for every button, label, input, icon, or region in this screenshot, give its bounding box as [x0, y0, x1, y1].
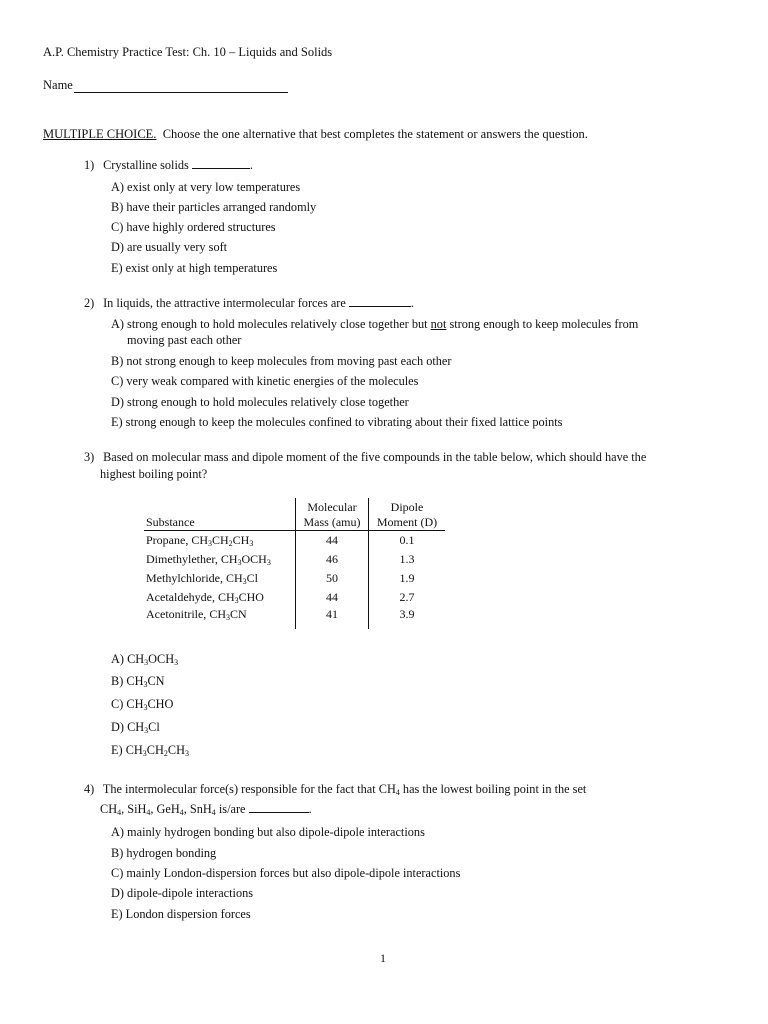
question-4-option-e[interactable]: E) London dispersion forces	[111, 907, 251, 921]
question-3-option-e[interactable]: E) $CH_3CH_2CH_3$	[111, 743, 189, 758]
name-label: Name	[43, 78, 73, 92]
question-2-stem: 2) In liquids, the attractive intermolecular forces are .	[84, 296, 414, 310]
question-4-option-c[interactable]: C) mainly London-dispersion forces but also dipole-dipole interactions	[111, 866, 461, 880]
mass-cell: 44	[296, 588, 369, 607]
question-1-option-b[interactable]: B) have their particles arranged randomly	[111, 200, 317, 214]
question-3-option-d[interactable]: D) $CH_3Cl$	[111, 720, 160, 735]
question-1-option-e[interactable]: E) exist only at high temperatures	[111, 261, 278, 275]
question-4-stem-continued: $CH_4$, SiH$_4$, GeH$_4$, SnH$_4$ is/are .	[100, 802, 312, 817]
dipole-cell: 1.3	[369, 550, 446, 569]
question-2-option-e[interactable]: E) strong enough to keep the molecules confined to vibrating about their fixed lattice points	[111, 415, 563, 429]
question-1-option-c[interactable]: C) have highly ordered structures	[111, 220, 276, 234]
question-3-stem-continued: highest boiling point?	[100, 467, 208, 481]
table-row	[144, 607, 445, 629]
instructions	[43, 127, 588, 142]
substance-cell: Acetaldehyde, $CH_3CHO$	[146, 590, 264, 606]
question-3-option-c[interactable]: C) $CH_3CHO$	[111, 697, 174, 712]
page-number: 1	[380, 951, 386, 965]
question-4-stem: 4) The intermolecular force(s) responsible for the fact that $CH_4$ has the lowest boiling point in the set	[84, 782, 587, 797]
header-dipole-moment: Dipole Moment (D)	[369, 498, 446, 531]
mass-cell: 44	[296, 531, 369, 551]
question-1-option-a[interactable]: A) exist only at very low temperatures	[111, 180, 301, 194]
table-header-row	[144, 498, 445, 531]
answer-blank	[192, 158, 250, 169]
substance-cell: Acetonitrile, $CH_3CN$	[146, 607, 247, 622]
table-row	[144, 569, 445, 588]
table-row	[144, 550, 445, 569]
page-title: A.P. Chemistry Practice Test: Ch. 10 – Liquids and Solids	[43, 45, 333, 59]
answer-blank	[249, 802, 309, 813]
substance-cell: Dimethylether, $CH_3OCH_3$	[146, 552, 271, 568]
question-4-option-b[interactable]: B) hydrogen bonding	[111, 846, 217, 860]
question-3-stem: 3) Based on molecular mass and dipole moment of the five compounds in the table below, which should have the	[84, 450, 647, 464]
mass-cell: 41	[296, 607, 369, 629]
question-2-option-a-continued: moving past each other	[127, 333, 242, 347]
instructions-text: Choose the one alternative that best completes the statement or answers the question.	[162, 127, 588, 141]
question-1-stem: 1) Crystalline solids .	[84, 158, 253, 172]
section-label: MULTIPLE CHOICE.	[43, 127, 157, 141]
compound-table	[144, 498, 445, 629]
question-3-option-b[interactable]: B) $CH_3CN$	[111, 674, 165, 689]
question-2-option-a[interactable]: A) strong enough to hold molecules relatively close together but not strong enough to keep molecules from	[111, 317, 639, 331]
question-3-option-a[interactable]: A) $CH_3OCH_3$	[111, 652, 179, 667]
question-2-option-b[interactable]: B) not strong enough to keep molecules from moving past each other	[111, 354, 452, 368]
question-1-option-d[interactable]: D) are usually very soft	[111, 240, 228, 254]
name-blank-line[interactable]	[74, 80, 288, 93]
dipole-cell: 1.9	[369, 569, 446, 588]
substance-cell: Methylchloride, $CH_3Cl$	[146, 571, 258, 587]
name-field	[43, 78, 288, 93]
header-substance: Substance	[144, 498, 296, 531]
question-2-option-c[interactable]: C) very weak compared with kinetic energies of the molecules	[111, 374, 419, 388]
header-molecular-mass: Molecular Mass (amu)	[296, 498, 369, 531]
substance-cell: Propane, $CH_3CH_2CH_3$	[146, 533, 254, 549]
mass-cell: 50	[296, 569, 369, 588]
question-4-option-a[interactable]: A) mainly hydrogen bonding but also dipole-dipole interactions	[111, 825, 425, 839]
dipole-cell: 2.7	[369, 588, 446, 607]
table-row	[144, 531, 445, 551]
dipole-cell: 3.9	[369, 607, 446, 629]
answer-blank	[349, 296, 411, 307]
question-2-option-d[interactable]: D) strong enough to hold molecules relatively close together	[111, 395, 409, 409]
table-row	[144, 588, 445, 607]
dipole-cell: 0.1	[369, 531, 446, 551]
mass-cell: 46	[296, 550, 369, 569]
question-4-option-d[interactable]: D) dipole-dipole interactions	[111, 886, 254, 900]
